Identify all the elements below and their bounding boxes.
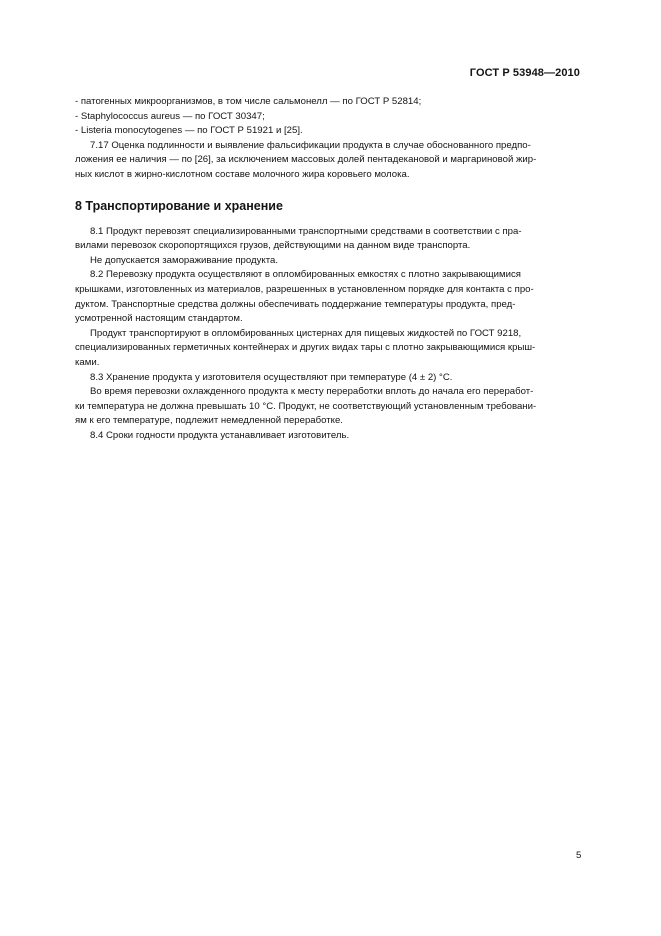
text-line: дуктом. Транспортные средства должны обеспечивать поддержание температуры продукта, пред- <box>75 298 516 310</box>
text-line: ных кислот в жирно-кислотном составе молочного жира коровьего молока. <box>75 168 410 180</box>
text-line: 7.17 Оценка подлинности и выявление фальсификации продукта в случае обоснованного предпо- <box>90 139 531 151</box>
paragraph-7-17 <box>75 139 585 183</box>
bullet-item: - Staphylococcus aureus — по ГОСТ 30347; <box>75 110 265 122</box>
text-line: вилами перевозок скоропортящихся грузов, действующими на данном виде транспорта. <box>75 240 471 252</box>
bullet-list <box>75 95 585 139</box>
text-line: 8.2 Перевозку продукта осуществляют в опломбированных емкостях с плотно закрывающимися <box>90 269 521 281</box>
text-line: 8.1 Продукт перевозят специализированными транспортными средствами в соответствии с пра- <box>90 225 522 237</box>
text-line: ки температура не должна превышать 10 °С. Продукт, не соответствующий установленным требовани- <box>75 400 537 412</box>
page-number: 5 <box>576 850 582 861</box>
text-line: ложения ее наличия — по [26], за исключением массовых долей пентадекановой и маргариновой жир- <box>75 154 537 166</box>
text-line: усмотренной настоящим стандартом. <box>75 313 243 325</box>
text-line: ками. <box>75 356 100 368</box>
paragraph-8-4: 8.4 Сроки годности продукта устанавливает изготовитель. <box>90 429 350 441</box>
paragraph-no-freeze: Не допускается замораживание продукта. <box>90 254 278 266</box>
text-line: ям к его температуре, подлежит немедленной переработке. <box>75 415 343 427</box>
paragraph-8-1 <box>75 225 585 254</box>
text-line: специализированных герметичных контейнерах и других видах тары с плотно закрывающимися крыш- <box>75 342 536 354</box>
text-line: Продукт транспортируют в опломбированных цистернах для пищевых жидкостей по ГОСТ 9218, <box>90 327 522 339</box>
text-line: крышками, изготовленных из материалов, разрешенных в установленном порядке для контакта с про- <box>75 283 534 295</box>
paragraph-tankers <box>75 327 585 371</box>
bullet-item: - патогенных микроорганизмов, в том числе сальмонелл — по ГОСТ Р 52814; <box>75 96 422 107</box>
paragraph-8-3: 8.3 Хранение продукта у изготовителя осуществляют при температуре (4 ± 2) °С. <box>90 371 453 383</box>
page-content <box>75 95 585 443</box>
paragraph-transport-temperature <box>75 385 585 429</box>
paragraph-8-2 <box>75 268 585 326</box>
section-8-title: 8 Транспортирование и хранение <box>75 198 283 213</box>
text-line: Во время перевозки охлажденного продукта к месту переработки вплоть до начала его переработ- <box>90 386 534 398</box>
document-header: ГОСТ Р 53948—2010 <box>469 67 580 79</box>
bullet-item: - Listeria monocytogenes — по ГОСТ Р 51921 и [25]. <box>75 125 303 137</box>
